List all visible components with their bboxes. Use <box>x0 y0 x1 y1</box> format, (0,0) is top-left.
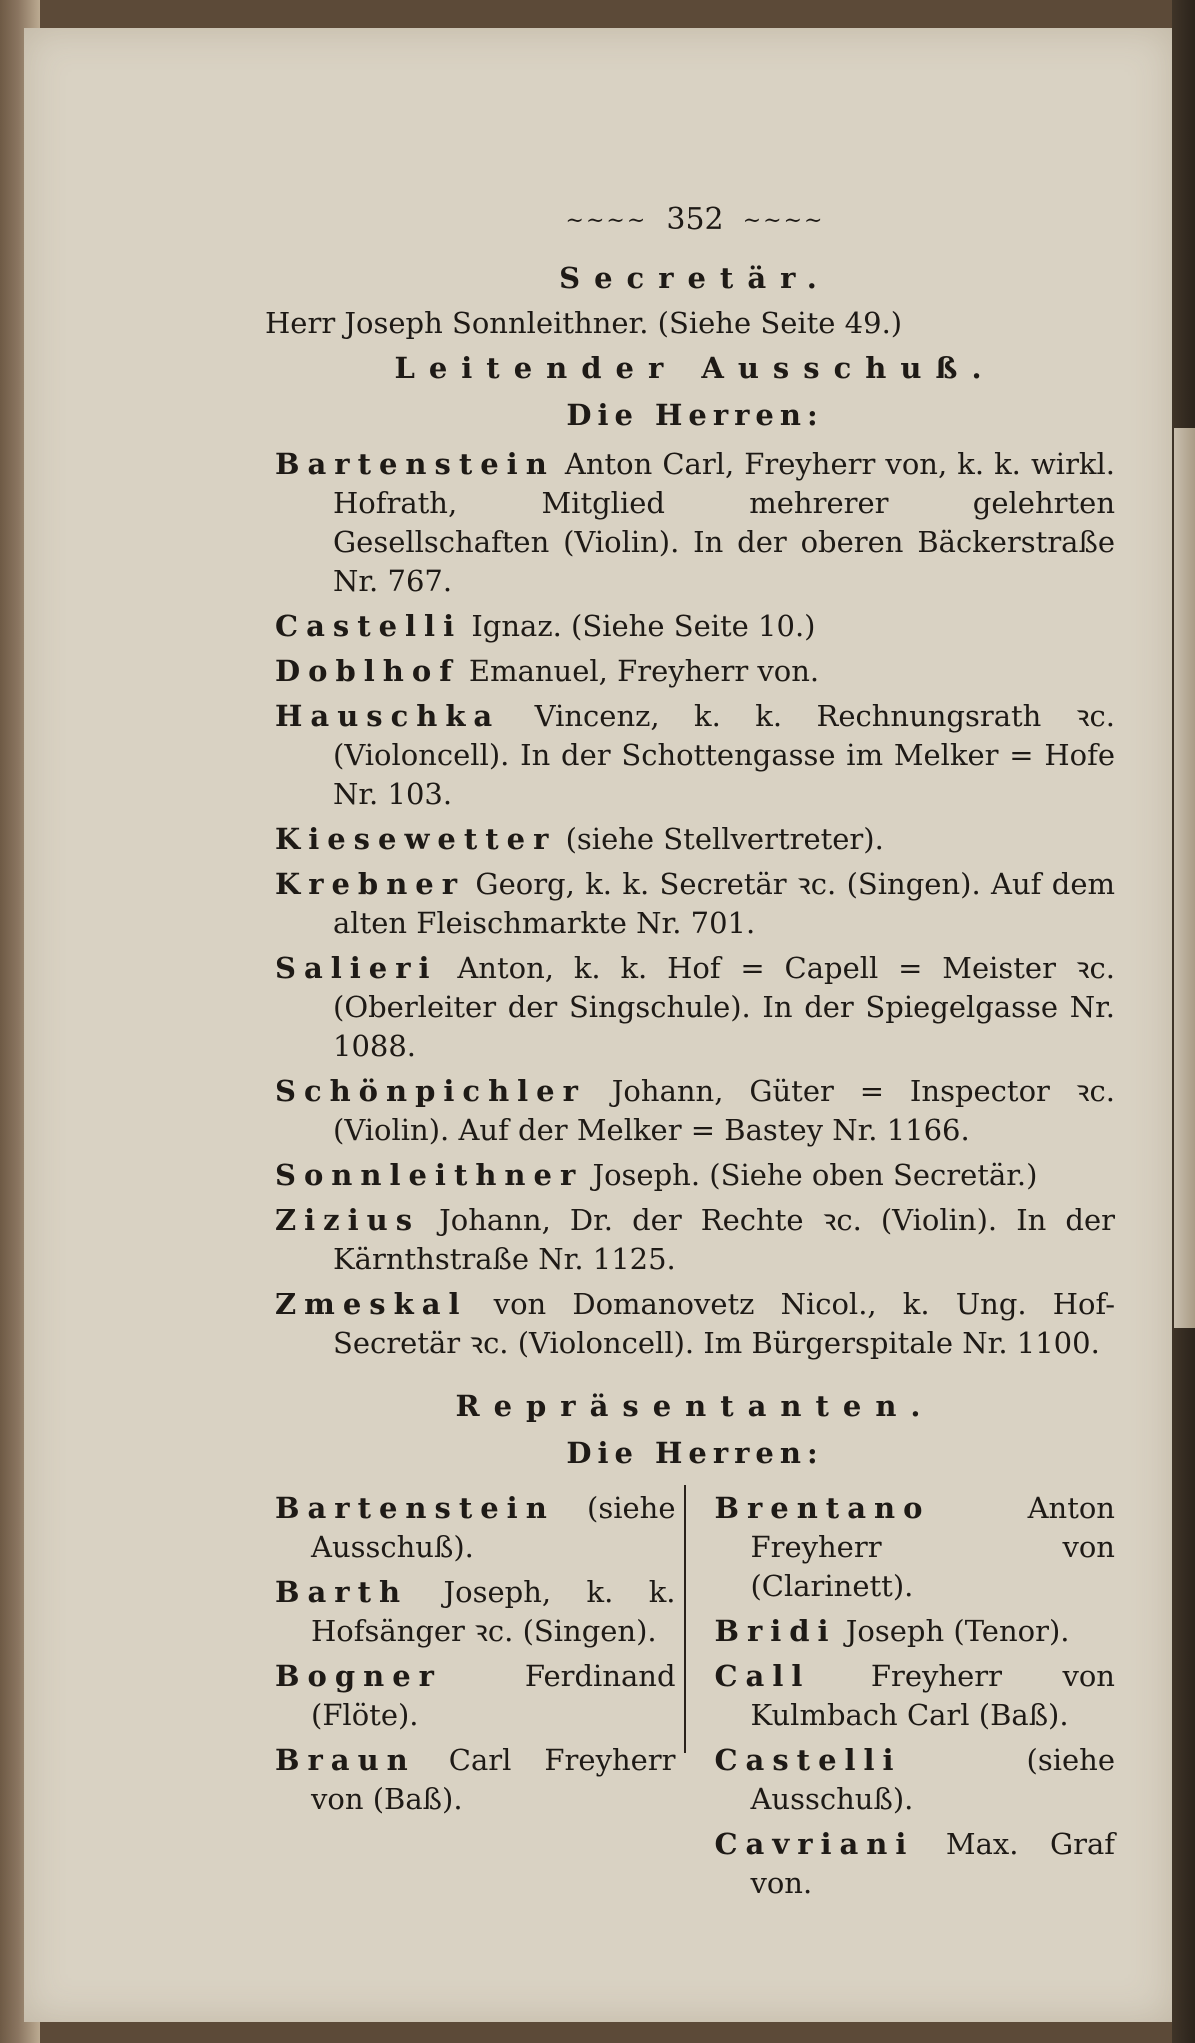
entry-name: Kiesewetter <box>275 821 557 856</box>
representatives-heading: Repräsentanten. <box>455 1388 935 1423</box>
list-item <box>275 445 1115 601</box>
list-item <box>275 1201 1115 1279</box>
entry-text: Johann, Dr. der Rechte ꝛc. (Violin). In der Kärnthstraße Nr. 1125. <box>333 1202 1115 1276</box>
entry-name: Bridi <box>714 1613 837 1648</box>
page-header <box>275 200 1115 241</box>
list-item <box>275 949 1115 1066</box>
list-item <box>275 1657 676 1735</box>
entry-name: Schönpichler <box>275 1073 586 1108</box>
entry-name: Brentano <box>714 1490 931 1525</box>
page-number: 352 <box>666 202 724 237</box>
entry-text: (siehe Stellvertreter). <box>556 821 884 856</box>
list-item <box>275 820 1115 859</box>
committee-list <box>275 445 1115 1363</box>
entry-name: Barth <box>275 1574 409 1609</box>
list-item <box>275 652 1115 691</box>
list-item <box>275 1573 676 1651</box>
entry-text: Georg, k. k. Secretär ꝛc. (Singen). Auf dem alten Fleischmarkte Nr. 701. <box>333 866 1115 940</box>
entry-name: Krebner <box>275 866 466 901</box>
entry-text: Freyherr von Kulmbach Carl (Baß). <box>750 1658 1115 1732</box>
entry-text: Joseph (Tenor). <box>836 1613 1070 1648</box>
committee-heading: Leitender Ausschuß. <box>394 350 996 385</box>
list-item <box>275 607 1115 646</box>
entry-text: Joseph, k. k. Hofsänger ꝛc. (Singen). <box>311 1574 676 1648</box>
entry-name: Cavriani <box>714 1826 915 1861</box>
entry-name: Hauschka <box>275 698 501 733</box>
secretary-line: Herr Joseph Sonnleithner. (Siehe Seite 49.) <box>265 305 903 340</box>
list-item <box>275 1285 1115 1363</box>
entry-text: von Domanovetz Nicol., k. Ung. Hof-Secretär ꝛc. (Violoncell). Im Bürgerspitale Nr. 1100. <box>333 1286 1115 1360</box>
entry-name: Sonnleithner <box>275 1157 584 1192</box>
representatives-right-column <box>694 1485 1115 1909</box>
entry-text: Anton Freyherr von (Clarinett). <box>750 1490 1115 1603</box>
list-item <box>275 1156 1115 1195</box>
entry-name: Salieri <box>275 950 438 985</box>
entry-name: Call <box>714 1658 811 1693</box>
representatives-subheading: Die Herren: <box>566 1435 824 1470</box>
entry-name: Bogner <box>275 1658 442 1693</box>
entry-name: Castelli <box>714 1742 902 1777</box>
list-item <box>714 1657 1115 1735</box>
column-divider <box>684 1485 687 1753</box>
entry-name: Braun <box>275 1742 416 1777</box>
entry-text: Johann, Güter = Inspector ꝛc. (Violin). Auf der Melker = Bastey Nr. 1166. <box>333 1073 1115 1147</box>
entry-text: Max. Graf von. <box>750 1826 1115 1900</box>
entry-text: (siehe Ausschuß). <box>750 1742 1115 1816</box>
list-item <box>275 865 1115 943</box>
list-item <box>275 1489 676 1567</box>
entry-text: Anton, k. k. Hof = Capell = Meister ꝛc. (Oberleiter der Singschule). In der Spiegelgasse Nr. 1088. <box>333 950 1115 1063</box>
entry-text: Carl Freyherr von (Baß). <box>311 1742 676 1816</box>
entry-name: Castelli <box>275 608 463 643</box>
list-item <box>275 1072 1115 1150</box>
entry-name: Zizius <box>275 1202 421 1237</box>
page-content <box>265 200 1115 1909</box>
entry-name: Bartenstein <box>275 446 555 481</box>
entry-text: Ferdinand (Flöte). <box>311 1658 676 1732</box>
secretary-heading: Secretär. <box>559 260 831 295</box>
entry-name: Doblhof <box>275 653 460 688</box>
list-item <box>714 1612 1115 1651</box>
entry-text: Emanuel, Freyherr von. <box>459 653 820 688</box>
page-edge-shadow <box>1174 428 1195 1328</box>
entry-name: Bartenstein <box>275 1490 555 1525</box>
list-item <box>714 1825 1115 1903</box>
list-item <box>275 697 1115 814</box>
representatives-left-column <box>275 1485 676 1909</box>
ornament-left: ~~~~ <box>565 208 648 234</box>
committee-subheading: Die Herren: <box>566 397 824 432</box>
entry-text: Anton Carl, Freyherr von, k. k. wirkl. Hofrath, Mitglied mehrerer gelehrten Gesellschaften (Violin). In der oberen Bäckerstraße Nr. 767. <box>333 446 1115 598</box>
ornament-right: ~~~~ <box>742 208 825 234</box>
entry-text: Joseph. (Siehe oben Secretär.) <box>583 1157 1038 1192</box>
entry-text: Vincenz, k. k. Rechnungsrath ꝛc. (Violoncell). In der Schottengasse im Melker = Hofe Nr. 103. <box>333 698 1115 811</box>
entry-text: Ignaz. (Siehe Seite 10.) <box>462 608 816 643</box>
representatives-columns <box>275 1485 1115 1909</box>
list-item <box>714 1741 1115 1819</box>
entry-text: (siehe Ausschuß). <box>311 1490 676 1564</box>
entry-name: Zmeskal <box>275 1286 468 1321</box>
list-item <box>714 1489 1115 1606</box>
list-item <box>275 1741 676 1819</box>
